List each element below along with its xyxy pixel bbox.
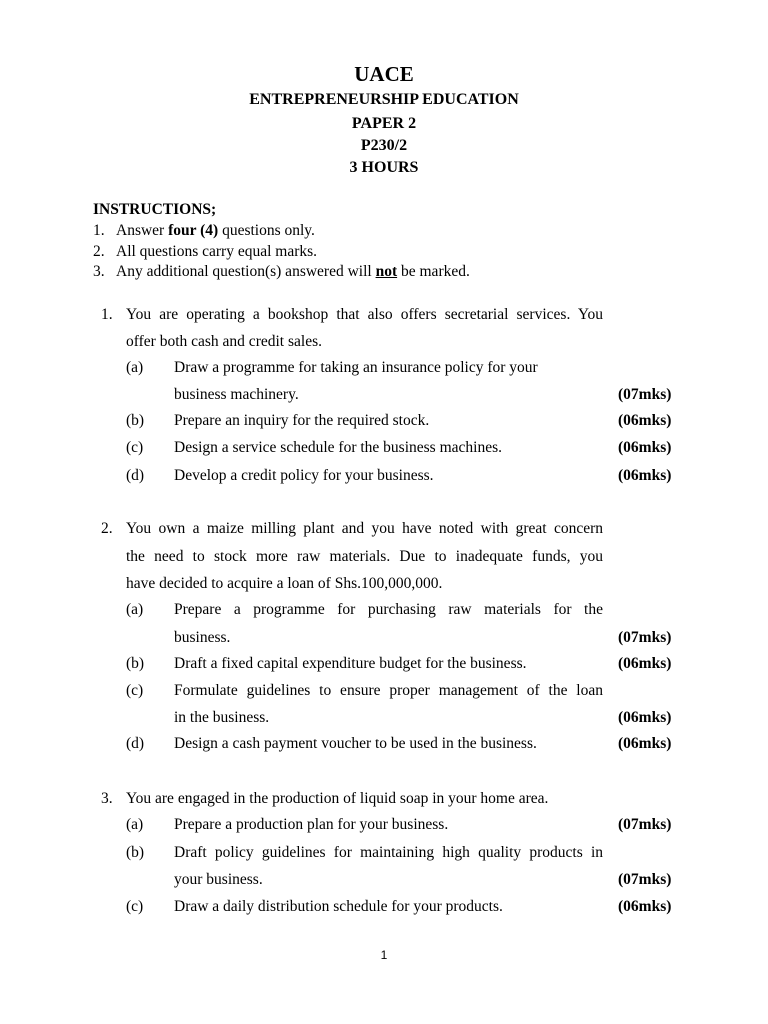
instruction-item (93, 262, 470, 283)
part-marks: (06mks) (618, 655, 672, 672)
part-text: Draw a daily distribution schedule for your products. (174, 898, 503, 915)
question-number: 3. (101, 790, 113, 807)
instructions-list (93, 221, 470, 283)
instruction-emphasis: not (375, 263, 398, 280)
part-label: (c) (126, 682, 144, 699)
part-text: Prepare a programme for purchasing raw materials for the (174, 601, 603, 618)
paper-label: PAPER 2 (351, 115, 417, 132)
part-marks: (06mks) (618, 709, 672, 726)
part-label: (a) (126, 601, 144, 618)
part-label: (b) (126, 844, 145, 861)
question-stem-line: offer both cash and credit sales. (126, 333, 322, 350)
part-text: in the business. (174, 709, 270, 726)
part-text: your business. (174, 871, 263, 888)
part-text: Develop a credit policy for your business. (174, 467, 434, 484)
part-text: Prepare a production plan for your business. (174, 816, 449, 833)
instruction-number: 1. (93, 222, 105, 239)
part-marks: (07mks) (618, 871, 672, 888)
part-text: Prepare an inquiry for the required stock. (174, 412, 430, 429)
question-stem-line: You are engaged in the production of liquid soap in your home area. (126, 790, 549, 807)
part-label: (c) (126, 439, 144, 456)
part-text: Design a service schedule for the business machines. (174, 439, 502, 456)
part-text: business machinery. (174, 386, 299, 403)
instruction-emphasis: four (4) (168, 222, 219, 239)
instruction-text: Any additional question(s) answered will not be marked. (116, 263, 470, 280)
instruction-number: 3. (93, 263, 105, 280)
part-text: Draw a programme for taking an insurance policy for your (174, 359, 538, 376)
part-text: Formulate guidelines to ensure proper management of the loan (174, 682, 603, 699)
question-stem-line: have decided to acquire a loan of Shs.100,000,000. (126, 575, 443, 592)
part-text: Design a cash payment voucher to be used in the business. (174, 735, 537, 752)
question-number: 1. (101, 306, 113, 323)
part-label: (b) (126, 412, 145, 429)
part-marks: (06mks) (618, 412, 672, 429)
exam-duration: 3 HOURS (349, 159, 419, 176)
instruction-text: Answer four (4) questions only. (116, 222, 315, 239)
part-text: Draft policy guidelines for maintaining high quality products in (174, 844, 603, 861)
question-stem-line: the need to stock more raw materials. Due to inadequate funds, you (126, 548, 603, 565)
part-label: (b) (126, 655, 145, 672)
question-number: 2. (101, 520, 113, 537)
instruction-number: 2. (93, 242, 105, 260)
part-marks: (06mks) (618, 439, 672, 456)
question-stem-line: You own a maize milling plant and you have noted with great concern (126, 520, 603, 537)
part-marks: (07mks) (618, 816, 672, 833)
part-label: (c) (126, 898, 144, 915)
part-marks: (06mks) (618, 735, 672, 752)
instruction-text: All questions carry equal marks. (116, 242, 318, 260)
instruction-item (93, 221, 470, 242)
part-marks: (07mks) (618, 386, 672, 403)
part-label: (a) (126, 816, 144, 833)
instruction-item (93, 242, 470, 263)
instructions-heading: INSTRUCTIONS; (93, 201, 217, 218)
part-marks: (07mks) (618, 629, 672, 646)
part-marks: (06mks) (618, 898, 672, 915)
part-text: Draft a fixed capital expenditure budget for the business. (174, 655, 527, 672)
page-number: 1 (380, 948, 388, 962)
part-label: (d) (126, 735, 145, 752)
exam-title: UACE (354, 62, 414, 86)
subject-title: ENTREPRENEURSHIP EDUCATION (249, 91, 519, 108)
part-label: (d) (126, 467, 145, 484)
part-text: business. (174, 629, 231, 646)
part-label: (a) (126, 359, 144, 376)
paper-code: P230/2 (360, 137, 408, 154)
question-stem-line: You are operating a bookshop that also offers secretarial services. You (126, 306, 603, 323)
part-marks: (06mks) (618, 467, 672, 484)
